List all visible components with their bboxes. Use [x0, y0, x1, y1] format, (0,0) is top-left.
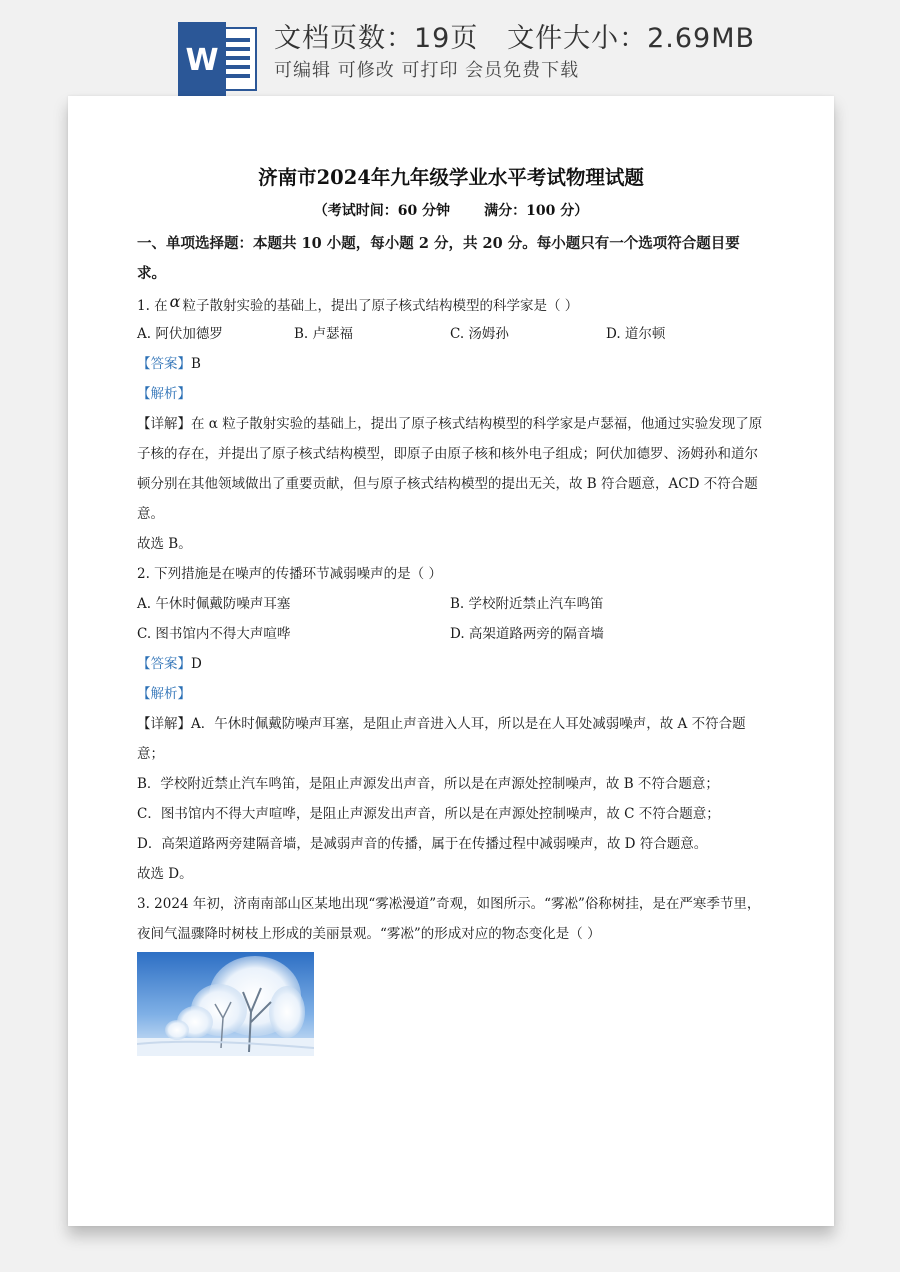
page-title: 济南市2024年九年级学业水平考试物理试题	[258, 166, 644, 189]
q2-stem: 2. 下列措施是在噪声的传播环节减弱噪声的是（ ）	[137, 566, 442, 582]
word-doc-icon	[178, 22, 258, 96]
q1-analysis-tag: 【解析】	[137, 386, 191, 402]
word-icon-letter: W	[185, 43, 219, 78]
q3-stem-line: 夜间气温骤降时树枝上形成的美丽景观。“雾凇”的形成对应的物态变化是（ ）	[137, 926, 601, 942]
answer-tag: 【答案】	[137, 356, 191, 372]
q1-detail-line: 【详解】在 α 粒子散射实验的基础上，提出了原子核式结构模型的科学家是卢瑟福，他通过实验发现了原	[137, 416, 763, 432]
q2-option-b: B. 学校附近禁止汽车鸣笛	[450, 596, 604, 612]
q1-answer	[137, 352, 201, 372]
q2-detail-line: 意；	[137, 746, 164, 762]
q1-stem-prefix: 1. 在	[137, 298, 168, 314]
q2-detail-line: D．高架道路两旁建隔音墙，是减弱声音的传播，属于在传播过程中减弱噪声，故 D 符合题意。	[137, 836, 708, 852]
q2-detail-line: B．学校附近禁止汽车鸣笛，是阻止声源发出声音，所以是在声源处控制噪声，故 B 不符合题意；	[137, 776, 719, 792]
document-page	[68, 96, 834, 1226]
download-banner	[0, 0, 900, 96]
q1-option-a: A. 阿伏加德罗	[137, 326, 223, 342]
q1-option-c: C. 汤姆孙	[450, 326, 509, 342]
q1-detail-line: 子核的存在，并提出了原子核式结构模型，即原子由原子核和核外电子组成；阿伏加德罗、汤姆孙和道尔	[137, 446, 758, 462]
q2-analysis-tag: 【解析】	[137, 686, 191, 702]
answer-value: B	[191, 356, 201, 372]
q2-conclusion: 故选 D。	[137, 866, 193, 882]
q2-detail-line: C．图书馆内不得大声喧哗，是阻止声源发出声音，所以是在声源处控制噪声，故 C 不符合题意；	[137, 806, 720, 822]
q2-option-d: D. 高架道路两旁的隔音墙	[450, 626, 604, 642]
q1-option-d: D. 道尔顿	[606, 326, 666, 342]
answer-value: D	[191, 656, 202, 672]
alpha-symbol: α	[169, 292, 181, 311]
q1-conclusion: 故选 B。	[137, 536, 192, 552]
q2-detail-line: 【详解】A．午休时佩戴防噪声耳塞，是阻止声音进入人耳，所以是在人耳处减弱噪声，故 A 不符合题	[137, 716, 746, 732]
q1-detail-line: 意。	[137, 506, 164, 522]
q2-option-c: C. 图书馆内不得大声喧哗	[137, 626, 291, 642]
answer-tag: 【答案】	[137, 656, 191, 672]
doc-meta-line: 文档页数：19页 文件大小：2.69MB	[274, 23, 756, 54]
section-heading-cont: 求。	[137, 265, 166, 282]
section-heading: 一、单项选择题：本题共 10 小题，每小题 2 分，共 20 分。每小题只有一个选项符合题目要	[137, 235, 740, 252]
q1-stem-text: 粒子散射实验的基础上，提出了原子核式结构模型的科学家是（ ）	[182, 298, 579, 314]
doc-features-line: 可编辑 可修改 可打印 会员免费下载	[274, 60, 580, 81]
q1-stem	[137, 292, 578, 314]
q2-answer	[137, 652, 202, 672]
q1-detail-line: 顿分别在其他领域做出了重要贡献，但与原子核式结构模型的提出无关，故 B 符合题意，ACD 不符合题	[137, 476, 758, 492]
q2-option-a: A. 午休时佩戴防噪声耳塞	[137, 596, 291, 612]
q1-option-b: B. 卢瑟福	[294, 326, 354, 342]
rime-frost-tree-photo	[137, 952, 314, 1056]
exam-info: （考试时间：60 分钟 满分：100 分）	[313, 203, 589, 219]
q3-stem-line: 3. 2024 年初，济南南部山区某地出现“雾凇漫道”奇观，如图所示。“雾凇”俗称树挂，是在严寒季节里，	[137, 896, 761, 912]
